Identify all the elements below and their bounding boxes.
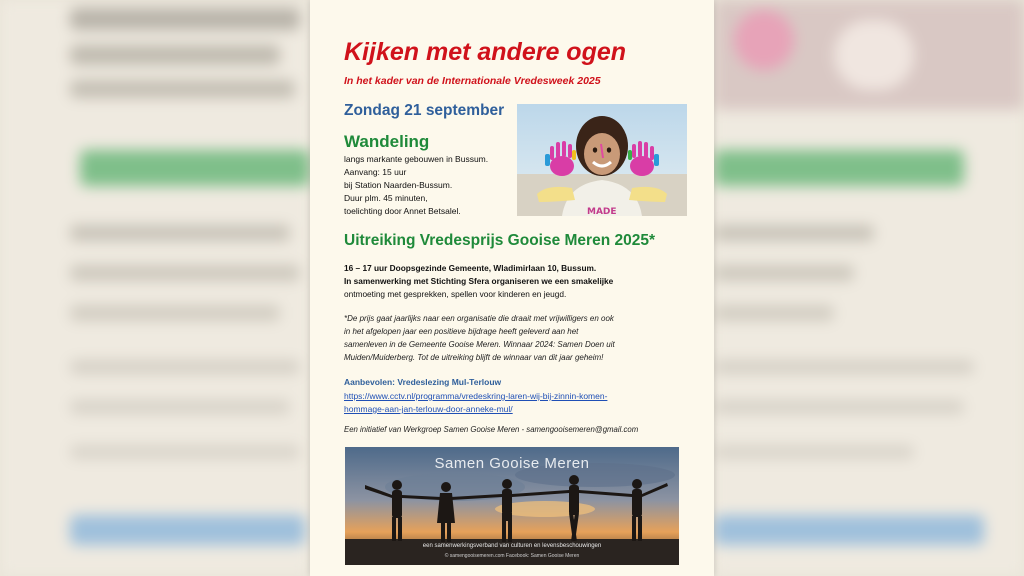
walk-line: toelichting door Annet Betsalel. [344,206,461,216]
note-line: samenleven in de Gemeente Gooise Meren. Winnaar 2024: Samen Doen uit [344,340,615,349]
note-line: *De prijs gaat jaarlijks naar een organisatie die draait met vrijwilligers en ook [344,314,614,323]
child-painted-hands-photo [517,104,687,216]
award-footnote [344,312,694,364]
link-line[interactable]: hommage-aan-jan-terlouw-door-anneke-mul/ [344,404,513,414]
walk-heading: Wandeling [344,132,430,151]
flyer-title: Kijken met andere ogen [344,38,627,66]
walk-line: Duur plm. 45 minuten, [344,193,428,203]
award-line: In samenwerking met Stichting Sfera organiseren we een smakelijke [344,276,614,286]
child-photo-graphic [517,104,687,216]
walk-details [344,153,534,218]
walk-line: langs markante gebouwen in Bussum. [344,154,489,164]
flyer-subtitle: In het kader van de Internationale Vredesweek 2025 [344,75,601,87]
event-date: Zondag 21 september [344,102,505,119]
recommended-link[interactable] [344,390,694,416]
blurred-right-panel [714,0,1024,576]
award-details [344,262,694,301]
blurred-left-panel [0,0,310,576]
banner-tagline: een samenwerkingsverband van culturen en levensbeschouwingen [422,543,602,549]
initiative-credit: Een initiatief van Werkgroep Samen Gooise Meren - samengooisemeren@gmail.com [344,425,639,434]
banner-footer: © samengooisemeren.com Facebook: Samen Gooise Meren [444,553,580,559]
link-line[interactable]: https://www.cctv.nl/programma/vredeskring-laren-wij-bij-zinnin-komen- [344,391,608,401]
award-heading: Uitreiking Vredesprijs Gooise Meren 2025* [344,232,655,249]
award-line: 16 – 17 uur Doopsgezinde Gemeente, Wladimirlaan 10, Bussum. [344,263,597,273]
note-line: Muiden/Muiderberg. Tot de uitreiking blijft de winnaar van dit jaar geheim! [344,353,604,362]
award-line: ontmoeting met gesprekken, spellen voor kinderen en jeugd. [344,289,567,299]
walk-line: bij Station Naarden-Bussum. [344,180,453,190]
banner-title: Samen Gooise Meren [434,455,590,472]
walk-line: Aanvang: 15 uur [344,167,407,177]
flyer [310,0,714,576]
recommended-title: Aanbevolen: Vredeslezing Mul-Terlouw [344,377,502,387]
samen-gooise-meren-banner [345,447,679,565]
note-line: in het afgelopen jaar een positieve bijdrage heeft geleverd aan het [344,327,579,336]
svg-text:MADE: MADE [587,207,617,216]
